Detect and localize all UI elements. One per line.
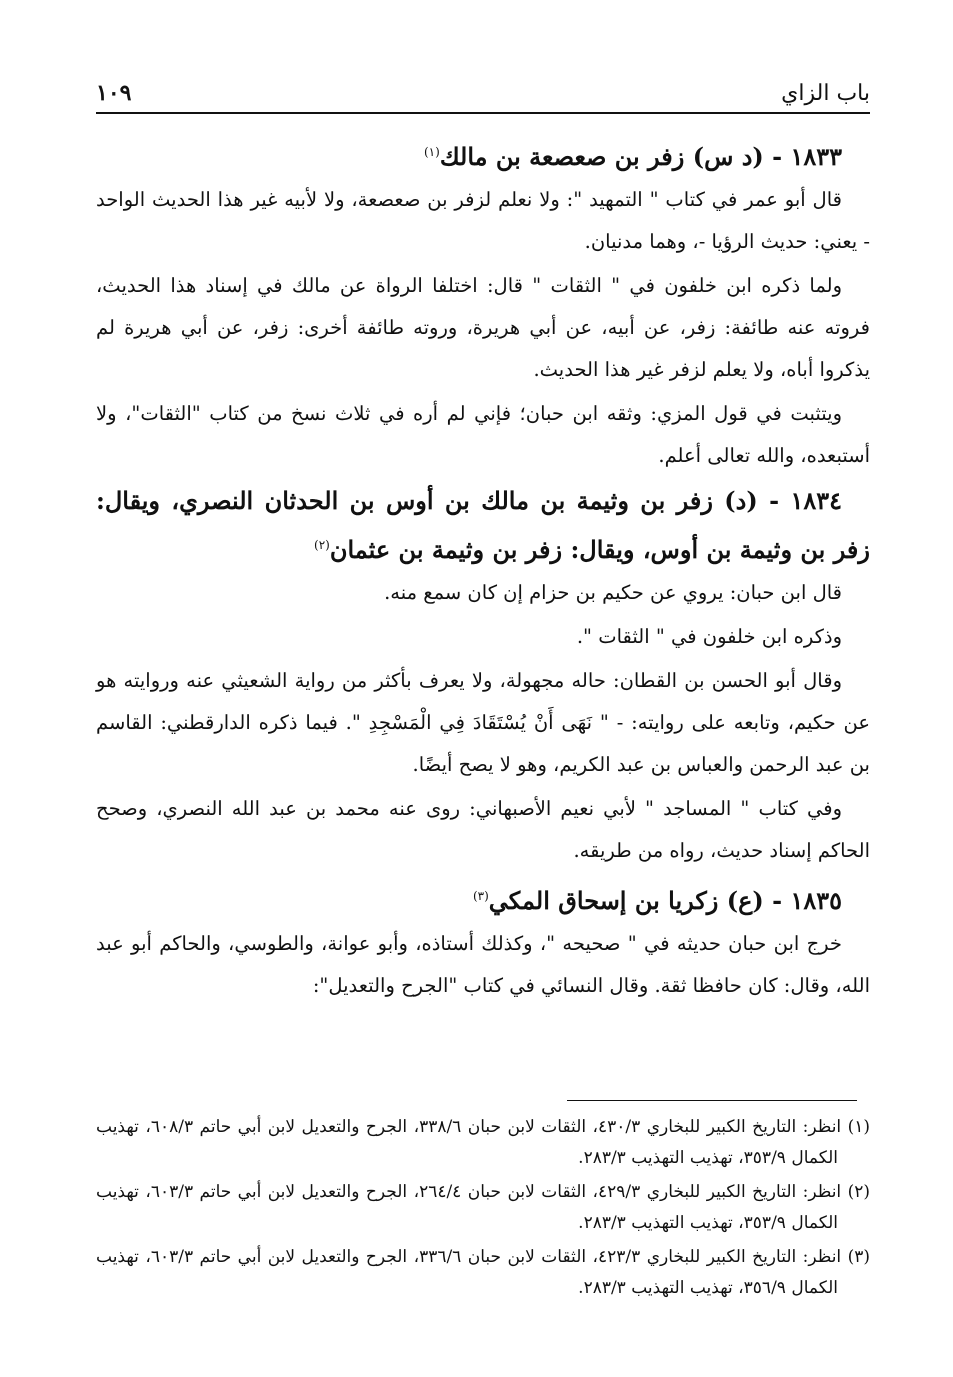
footnote-ref-3: (٣) (472, 889, 489, 903)
paragraph: وقال أبو الحسن بن القطان: حاله مجهولة، ولا يعرف بأكثر من رواية الشعيثي عنه وروايته هو عن حكيم، وتابعه على روايته: - " نَهَى أَنْ يُسْتَقَادَ فِي الْمَسْجِدِ ". فيما ذكره الدارقطني: القاسم بن عبد الرحمن والعباس بن عبد الكريم، وهو لا يصح أيضًا. (96, 669, 870, 776)
page-number: ١٠٩ (96, 80, 132, 106)
paragraph: قال أبو عمر في كتاب " التمهيد ": ولا نعلم لزفر بن صعصعة، ولا لأبيه غير هذا الحديث الواحد - يعني: حديث الرؤيا -، وهما مدنيان. (96, 188, 870, 253)
paragraph: وفي كتاب " المساجد " لأبي نعيم الأصبهاني: روى عنه محمد بن عبد الله النصري، وصحح الحاكم إسناد حديث، رواه من طريقه. (96, 797, 870, 862)
page-header (96, 72, 870, 114)
entry-heading-1834: ١٨٣٤ - (د) زفر بن وثيمة بن مالك بن أوس بن الحدثان النصري، ويقال: زفر بن وثيمة بن أوس، ويقال: زفر بن وثيمة بن عثمان$^{(٢)}$ (96, 486, 870, 564)
page-body (96, 130, 870, 1009)
footnote-ref-2: (٢) (314, 538, 330, 552)
chapter-title: باب الزاي (781, 81, 870, 106)
footnotes (96, 1112, 870, 1307)
paragraph: قال ابن حبان: يروي عن حكيم بن حزام إن كان سمع منه. (384, 581, 842, 604)
entry-heading-1835: ١٨٣٥ - (ع) زكريا بن إسحاق المكي$^{(٣)}$ (472, 886, 842, 915)
footnote-divider (567, 1100, 857, 1101)
paragraph: ولما ذكره ابن خلفون في " الثقات " قال: اختلفا الرواة عن مالك في إسناد هذا الحديث، فروته عنه طائفة: زفر، عن أبيه، عن أبي هريرة، وروته طائفة أخرى: زفر، عن أبي هريرة لم يذكروا أباه، ولا يعلم لزفر غير هذا الحديث. (96, 274, 870, 381)
footnote-ref-1: (١) (423, 145, 440, 159)
footnote-1: (١) انظر: التاريخ الكبير للبخاري ٤٣٠/٣، الثقات لابن حبان ٣٣٨/٦، الجرح والتعديل لابن أبي حاتم ٦٠٨/٣، تهذيب الكمال ٣٥٣/٩، تهذيب التهذيب ٢٨٣/٣. (96, 1117, 870, 1168)
paragraph: وذكره ابن خلفون في " الثقات ". (576, 625, 842, 648)
paragraph: خرج ابن حبان حديثه في " صحيحه "، وكذلك أستاذه، وأبو عوانة، والطوسي، والحاكم أبو عبد الله، وقال: كان حافظا ثقة. وقال النسائي في كتاب "الجرح والتعديل": (96, 932, 870, 997)
paragraph: ويتثبت في قول المزي: وثقه ابن حبان؛ فإني لم أره في ثلاث نسخ من كتاب "الثقات"، ولا أستبعده، والله تعالى أعلم. (96, 402, 870, 467)
footnote-3: (٣) انظر: التاريخ الكبير للبخاري ٤٢٣/٣، الثقات لابن حبان ٣٣٦/٦، الجرح والتعديل لابن أبي حاتم ٦٠٣/٣، تهذيب الكمال ٣٥٦/٩، تهذيب التهذيب ٢٨٣/٣. (96, 1247, 870, 1298)
footnote-2: (٢) انظر: التاريخ الكبير للبخاري ٤٢٩/٣، الثقات لابن حبان ٢٦٤/٤، الجرح والتعديل لابن أبي حاتم ٦٠٣/٣، تهذيب الكمال ٣٥٣/٩، تهذيب التهذيب ٢٨٣/٣. (96, 1182, 870, 1233)
entry-heading-1833: ١٨٣٣ - (د س) زفر بن صعصعة بن مالك$^{(١)}$ (423, 142, 842, 171)
